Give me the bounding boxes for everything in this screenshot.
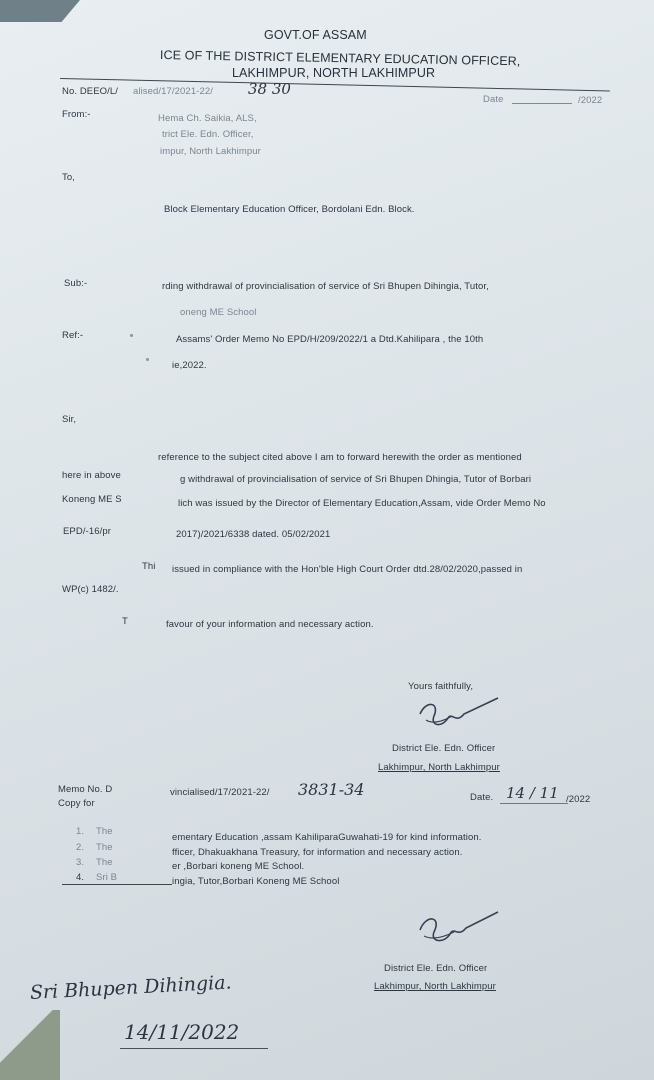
copy-item-left: The: [96, 826, 113, 837]
body-p1-line-1: reference to the subject cited above I am to forward herewith the order as mentioned: [158, 452, 522, 463]
mark: [130, 334, 133, 337]
closing2-designation: District Ele. Edn. Officer: [384, 963, 488, 974]
memo-date-year: /2022: [566, 794, 591, 805]
signature-2: [410, 906, 502, 952]
copy-item-num: 3.: [76, 857, 85, 868]
from-line-2: trict Ele. Edn. Officer,: [162, 129, 254, 140]
receipt-date: 14/11/2022: [124, 1020, 240, 1044]
reference-line-2: ie,2022.: [172, 360, 207, 371]
header-govt: GOVT.OF ASSAM: [264, 28, 367, 42]
copy-item-left: The: [96, 842, 113, 853]
subject-label: Sub:-: [64, 278, 88, 289]
ref-date-value: /2022: [578, 95, 603, 106]
salutation: Sir,: [62, 414, 77, 425]
memo-date-handwritten: 14 / 11: [506, 784, 559, 802]
body-p2-right: issued in compliance with the Hon'ble High Court Order dtd.28/02/2020,passed in: [172, 564, 523, 575]
subject-line-1: rding withdrawal of provincialisation of service of Sri Bhupen Dihingia, Tutor,: [162, 281, 489, 292]
corner-shadow-bottom: [0, 1010, 60, 1080]
from-label: From:-: [62, 109, 91, 120]
reference-label: Ref:-: [62, 330, 84, 341]
header-office: ICE OF THE DISTRICT ELEMENTARY EDUCATION OFFICER,: [159, 48, 521, 69]
copy-item-text: er ,Borbari koneng ME School.: [172, 861, 305, 872]
closing-place: Lakhimpur, North Lakhimpur: [378, 762, 500, 773]
mark: [146, 358, 149, 361]
body-p1-line-3-right: lich was issued by the Director of Elementary Education,Assam, vide Order Memo No: [178, 498, 546, 509]
body-p3-right: favour of your information and necessary action.: [166, 619, 374, 630]
receipt-name: Sri Bhupen Dihingia.: [29, 971, 233, 1004]
ref-date-label: Date: [483, 94, 504, 105]
body-p3-left: T: [122, 616, 128, 627]
ref-no-handwritten: 38 30: [248, 80, 291, 98]
copy-item-text: ementary Education ,assam KahiliparaGuwahati-19 for kind information.: [172, 832, 482, 843]
copy-item-left: Sri B: [96, 872, 118, 883]
copy-item-text: fficer, Dhakuakhana Treasury, for information and necessary action.: [172, 847, 463, 858]
body-p1-line-3-left: Koneng ME S: [62, 494, 122, 505]
ref-no-label: No. DEEO/L/: [62, 86, 119, 97]
memo-handwritten-no: 3831-34: [298, 780, 365, 799]
receipt-date-underline: [120, 1048, 268, 1049]
copy-item-underline: [62, 884, 172, 885]
from-line-1: Hema Ch. Saikia, ALS,: [158, 113, 257, 124]
closing2-place: Lakhimpur, North Lakhimpur: [374, 981, 496, 992]
to-line-1: Block Elementary Education Officer, Bordolani Edn. Block.: [164, 204, 415, 215]
copy-item-num: 4.: [76, 872, 85, 883]
to-label: To,: [62, 172, 75, 183]
memo-label: Memo No. D: [58, 784, 113, 795]
memo-date-line: [500, 803, 568, 804]
copy-label: Copy for: [58, 798, 95, 809]
ref-no-value: alised/17/2021-22/: [133, 86, 213, 97]
body-p1-line-2-left: here in above: [62, 470, 121, 481]
body-p1-line-4-left: EPD/-16/pr: [63, 526, 111, 537]
closing-designation: District Ele. Edn. Officer: [392, 743, 496, 754]
from-line-3: impur, North Lakhimpur: [160, 146, 261, 157]
subject-line-2: oneng ME School: [180, 307, 257, 318]
memo-value: vincialised/17/2021-22/: [170, 787, 270, 798]
copy-item-num: 2.: [76, 842, 85, 853]
signature-1: [412, 694, 508, 734]
body-p2-line-2: WP(c) 1482/.: [62, 584, 119, 595]
reference-line-1: Assams' Order Memo No EPD/H/209/2022/1 a Dtd.Kahilipara , the 10th: [176, 334, 484, 345]
ref-date-line: [512, 103, 572, 104]
body-p2-left: Thi: [142, 561, 156, 572]
copy-item-left: The: [96, 857, 113, 868]
body-p1-line-4-right: 2017)/2021/6338 dated. 05/02/2021: [176, 529, 331, 540]
memo-date-label: Date.: [470, 792, 494, 803]
body-p1-line-2-right: g withdrawal of provincialisation of service of Sri Bhupen Dhingia, Tutor of Borbari: [180, 474, 532, 485]
header-place: LAKHIMPUR, NORTH LAKHIMPUR: [232, 66, 436, 80]
closing-yours: Yours faithfully,: [408, 681, 474, 692]
copy-item-text: ingia, Tutor,Borbari Koneng ME School: [172, 876, 340, 887]
copy-item-num: 1.: [76, 826, 85, 837]
